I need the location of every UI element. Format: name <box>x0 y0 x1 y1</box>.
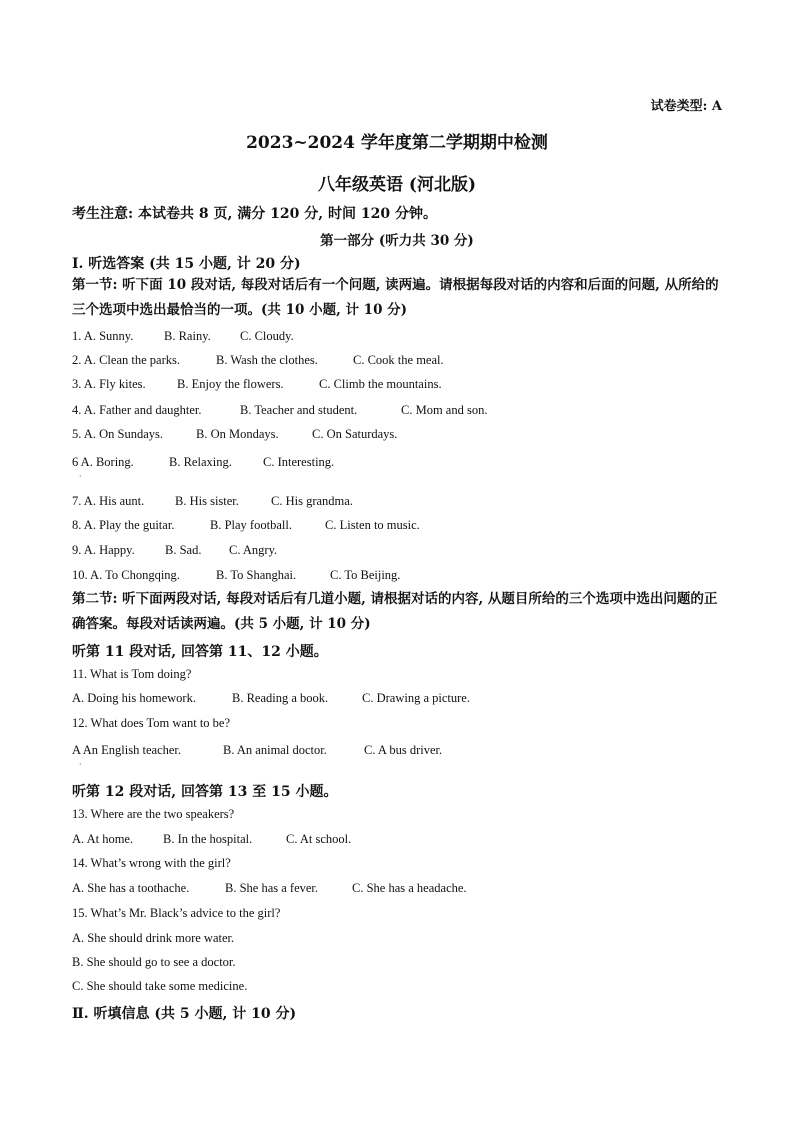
section1-heading: I. 听选答案 (共 15 小题, 计 20 分) <box>72 256 301 272</box>
question-15: 15. What’s Mr. Black’s advice to the girl? <box>72 906 281 920</box>
question-11: 11. What is Tom doing? <box>72 667 192 681</box>
question-14: 14. What’s wrong with the girl? <box>72 856 231 870</box>
stray-mark: · <box>79 472 82 481</box>
question-7: 7. A. His aunt. B. His sister. C. His grandma. <box>72 494 353 508</box>
question-15-option-a: A. She should drink more water. <box>72 931 235 945</box>
exam-notice: 考生注意: 本试卷共 8 页, 满分 120 分, 时间 120 分钟。 <box>72 206 437 222</box>
question-15-option-c: C. She should take some medicine. <box>72 979 248 993</box>
question-5: 5. A. On Sundays. B. On Mondays. C. On Saturdays. <box>72 427 398 441</box>
question-3: 3. A. Fly kites. B. Enjoy the flowers. C. Climb the mountains. <box>72 377 442 391</box>
question-4: 4. A. Father and daughter. B. Teacher and student. C. Mom and son. <box>72 403 488 417</box>
question-6: 6 A. Boring. B. Relaxing. C. Interesting. <box>72 455 335 469</box>
dialog-11-heading: 听第 11 段对话, 回答第 11、12 小题。 <box>72 644 328 660</box>
question-12: 12. What does Tom want to be? <box>72 716 231 730</box>
question-15-option-b: B. She should go to see a doctor. <box>72 955 236 969</box>
section1-instruction-2: 第二节: 听下面两段对话, 每段对话后有几道小题, 请根据对话的内容, 从题目所给的三个选项中选出问题的正确答案。每段对话读两遍。(共 5 小题, 计 10 分) <box>72 591 718 632</box>
section1-instruction-1: 第一节: 听下面 10 段对话, 每段对话后有一个问题, 读两遍。请根据每段对话的内容和后面的问题, 从所给的三个选项中选出最恰当的一项。(共 10 小题, 计 10 分) <box>72 277 719 318</box>
exam-subtitle: 八年级英语 (河北版) <box>317 175 476 195</box>
question-13: 13. Where are the two speakers? <box>72 807 235 821</box>
question-1: 1. A. Sunny. B. Rainy. C. Cloudy. <box>72 329 294 343</box>
question-9: 9. A. Happy. B. Sad. C. Angry. <box>72 543 278 557</box>
part-one-heading: 第一部分 (听力共 30 分) <box>320 233 474 249</box>
exam-title: 2023~2024 学年度第二学期期中检测 <box>246 133 548 153</box>
question-12-options: A An English teacher. B. An animal doctor. C. A bus driver. <box>72 743 443 757</box>
question-11-options: A. Doing his homework. B. Reading a book. C. Drawing a picture. <box>72 691 470 705</box>
question-14-options: A. She has a toothache. B. She has a fever. C. She has a headache. <box>72 881 467 895</box>
question-2: 2. A. Clean the parks. B. Wash the clothes. C. Cook the meal. <box>72 353 444 367</box>
paper-type: 试卷类型: A <box>650 99 722 114</box>
stray-mark: · <box>79 760 82 769</box>
question-10: 10. A. To Chongqing. B. To Shanghai. C. To Beijing. <box>72 568 401 582</box>
question-8: 8. A. Play the guitar. B. Play football. C. Listen to music. <box>72 518 420 532</box>
question-13-options: A. At home. B. In the hospital. C. At school. <box>72 832 352 846</box>
dialog-12-heading: 听第 12 段对话, 回答第 13 至 15 小题。 <box>72 784 338 800</box>
section2-heading: Ⅱ. 听填信息 (共 5 小题, 计 10 分) <box>72 1006 297 1022</box>
